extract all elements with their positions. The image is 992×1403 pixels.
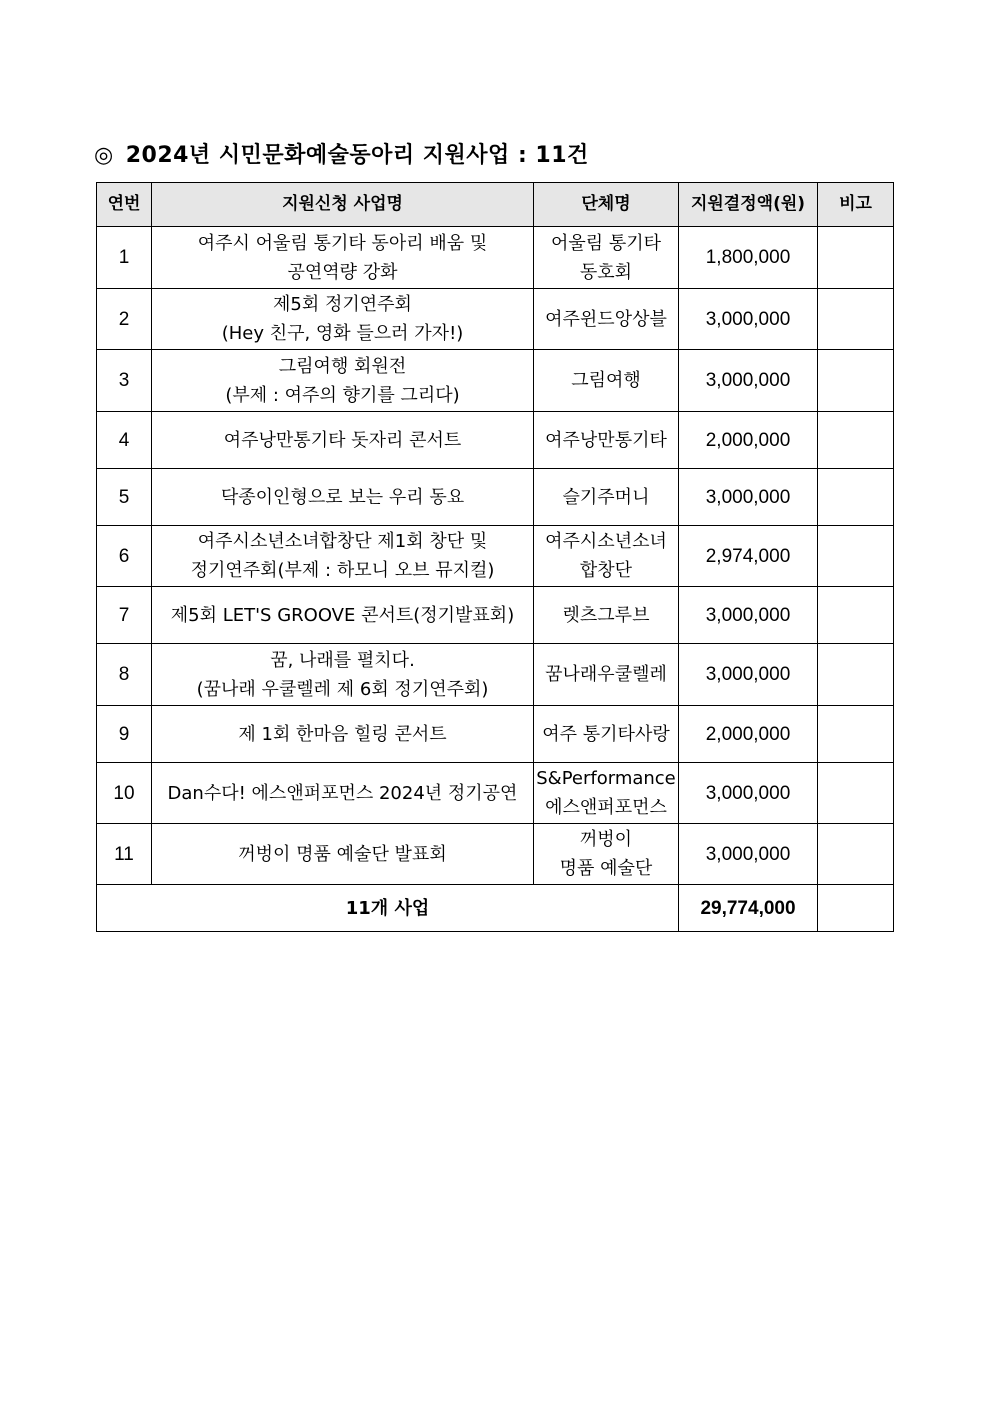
total-amount: 29,774,000 xyxy=(679,885,818,932)
cell-no: 5 xyxy=(97,469,152,526)
table-row xyxy=(97,644,894,706)
cell-amount: 2,000,000 xyxy=(679,412,818,469)
cell-amount: 3,000,000 xyxy=(679,289,818,350)
cell-no: 3 xyxy=(97,350,152,412)
cell-note xyxy=(818,706,894,763)
cell-no: 7 xyxy=(97,587,152,644)
table-row xyxy=(97,350,894,412)
cell-group xyxy=(534,227,679,289)
cell-note xyxy=(818,469,894,526)
cell-amount: 3,000,000 xyxy=(679,469,818,526)
cell-group xyxy=(534,289,679,350)
total-note xyxy=(818,885,894,932)
header-note: 비고 xyxy=(818,183,894,227)
cell-amount: 2,974,000 xyxy=(679,526,818,587)
table-row xyxy=(97,824,894,885)
project-line: Dan수다! 에스앤퍼포먼스 2024년 정기공연 xyxy=(167,782,518,804)
group-line: 여주시소년소녀 xyxy=(545,531,667,552)
project-line: 공연역량 강화 xyxy=(287,261,398,283)
group-line: S&Performance xyxy=(536,768,676,789)
title-text: 2024년 시민문화예술동아리 지원사업 : 11건 xyxy=(125,143,589,168)
table-row xyxy=(97,469,894,526)
project-line: 꿈, 나래를 펼치다. xyxy=(270,649,415,671)
group-line: 렛츠그루브 xyxy=(562,604,650,626)
group-line: 합창단 xyxy=(579,560,633,581)
cell-project xyxy=(152,412,534,469)
cell-no: 2 xyxy=(97,289,152,350)
cell-project xyxy=(152,644,534,706)
table-row xyxy=(97,289,894,350)
cell-project xyxy=(152,469,534,526)
cell-note xyxy=(818,227,894,289)
project-line: 제5회 LET'S GROOVE 콘서트(정기발표회) xyxy=(170,604,515,626)
cell-project xyxy=(152,227,534,289)
cell-project xyxy=(152,824,534,885)
cell-note xyxy=(818,289,894,350)
group-line: 꿈나래우쿨렐레 xyxy=(545,664,667,685)
group-line: 동호회 xyxy=(579,261,633,283)
group-line: 슬기주머니 xyxy=(562,486,650,508)
cell-project xyxy=(152,706,534,763)
cell-no: 6 xyxy=(97,526,152,587)
group-line: 에스앤퍼포먼스 xyxy=(545,797,667,818)
cell-amount: 3,000,000 xyxy=(679,587,818,644)
project-line: 여주시 어울림 통기타 동아리 배움 및 xyxy=(197,232,488,254)
table-row xyxy=(97,763,894,824)
project-line: (Hey 친구, 영화 들으러 가자!) xyxy=(221,323,464,344)
cell-note xyxy=(818,350,894,412)
cell-group xyxy=(534,526,679,587)
group-line: 여주 통기타사랑 xyxy=(542,723,670,745)
group-line: 어울림 통기타 xyxy=(550,232,662,254)
support-table xyxy=(96,182,894,932)
cell-note xyxy=(818,412,894,469)
project-line: 꺼벙이 명품 예술단 발표회 xyxy=(238,843,447,865)
cell-amount: 1,800,000 xyxy=(679,227,818,289)
group-line: 명품 예술단 xyxy=(559,858,653,879)
cell-no: 4 xyxy=(97,412,152,469)
cell-no: 10 xyxy=(97,763,152,824)
header-project: 지원신청 사업명 xyxy=(152,183,534,227)
cell-project xyxy=(152,763,534,824)
cell-group xyxy=(534,763,679,824)
project-line: 제5회 정기연주회 xyxy=(273,294,412,315)
title-bullet: ◎ xyxy=(94,143,114,168)
cell-group xyxy=(534,350,679,412)
project-line: 정기연주회(부제 : 하모니 오브 뮤지컬) xyxy=(190,560,495,581)
cell-no: 11 xyxy=(97,824,152,885)
table-row xyxy=(97,526,894,587)
page-title xyxy=(94,138,589,169)
cell-note xyxy=(818,763,894,824)
group-line: 여주윈드앙상블 xyxy=(545,308,667,330)
cell-no: 9 xyxy=(97,706,152,763)
cell-group xyxy=(534,644,679,706)
cell-amount: 3,000,000 xyxy=(679,350,818,412)
table-header-row xyxy=(97,183,894,227)
table-row xyxy=(97,706,894,763)
group-line: 여주낭만통기타 xyxy=(545,429,667,451)
cell-note xyxy=(818,644,894,706)
table-row xyxy=(97,227,894,289)
group-line: 꺼벙이 xyxy=(579,829,633,850)
cell-amount: 2,000,000 xyxy=(679,706,818,763)
cell-note xyxy=(818,587,894,644)
project-line: (부제 : 여주의 향기를 그리다) xyxy=(225,384,460,406)
group-line: 그림여행 xyxy=(571,370,641,391)
cell-note xyxy=(818,526,894,587)
cell-project xyxy=(152,350,534,412)
table-body xyxy=(97,227,894,885)
project-line: 닥종이인형으로 보는 우리 동요 xyxy=(220,486,465,508)
cell-project xyxy=(152,587,534,644)
total-row xyxy=(97,885,894,932)
table-row xyxy=(97,412,894,469)
project-line: 그림여행 회원전 xyxy=(278,355,407,377)
cell-amount: 3,000,000 xyxy=(679,644,818,706)
header-no: 연번 xyxy=(97,183,152,227)
table-row xyxy=(97,587,894,644)
project-line: 제 1회 한마음 힐링 콘서트 xyxy=(238,723,447,745)
cell-no: 8 xyxy=(97,644,152,706)
header-group: 단체명 xyxy=(534,183,679,227)
header-amount: 지원결정액(원) xyxy=(679,183,818,227)
cell-group xyxy=(534,706,679,763)
cell-no: 1 xyxy=(97,227,152,289)
project-line: 여주낭만통기타 돗자리 콘서트 xyxy=(223,429,462,451)
cell-project xyxy=(152,289,534,350)
total-label: 11개 사업 xyxy=(97,885,679,932)
cell-group xyxy=(534,412,679,469)
project-line: 여주시소년소녀합창단 제1회 창단 및 xyxy=(197,531,488,552)
cell-group xyxy=(534,469,679,526)
cell-group xyxy=(534,587,679,644)
cell-amount: 3,000,000 xyxy=(679,763,818,824)
cell-note xyxy=(818,824,894,885)
cell-group xyxy=(534,824,679,885)
cell-amount: 3,000,000 xyxy=(679,824,818,885)
project-line: (꿈나래 우쿨렐레 제 6회 정기연주회) xyxy=(196,678,489,700)
cell-project xyxy=(152,526,534,587)
